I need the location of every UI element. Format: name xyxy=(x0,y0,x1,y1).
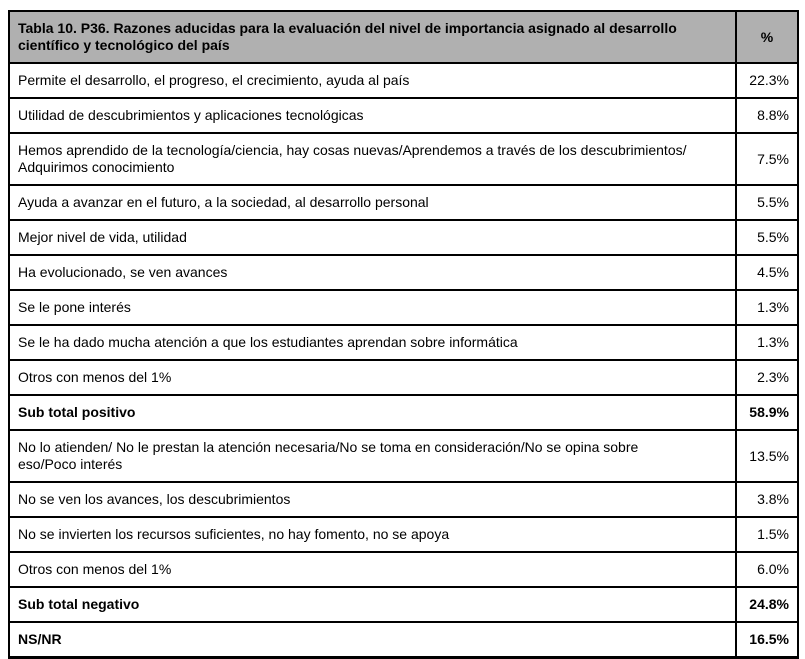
row-label-text: Se le pone interés xyxy=(18,299,131,315)
row-label xyxy=(9,622,736,658)
row-label-text: Hemos aprendido de la tecnología/ciencia, hay cosas nuevas/Aprendemos a través de los descubrimientos/ Adquirimos conocimiento xyxy=(18,142,687,175)
row-label-text: Sub total positivo xyxy=(18,404,136,420)
table-row xyxy=(9,360,798,395)
table-row xyxy=(9,430,798,482)
table-row xyxy=(9,98,798,133)
row-label xyxy=(9,255,736,290)
row-label-text: No se ven los avances, los descubrimientos xyxy=(18,491,291,507)
row-label-text: NS/NR xyxy=(18,631,62,647)
row-label-text: Otros con menos del 1% xyxy=(18,369,172,385)
row-percent-value: 13.5% xyxy=(736,430,798,482)
header-row xyxy=(9,11,798,63)
row-label xyxy=(9,360,736,395)
row-label xyxy=(9,482,736,517)
table-row xyxy=(9,133,798,185)
row-label-text: No lo atienden/ No le prestan la atención necesaria/No se toma en consideración/No se opina sobre eso/Poco interés xyxy=(18,439,639,472)
row-label-text: Ha evolucionado, se ven avances xyxy=(18,264,228,280)
row-percent-value: 22.3% xyxy=(736,63,798,98)
row-label-text: Sub total negativo xyxy=(18,596,140,612)
row-label xyxy=(9,430,736,482)
row-percent-value: 4.5% xyxy=(736,255,798,290)
row-percent-value: 5.5% xyxy=(736,185,798,220)
row-percent-value: 3.8% xyxy=(736,482,798,517)
row-percent-value: 16.5% xyxy=(736,622,798,658)
row-label xyxy=(9,98,736,133)
row-label-text: Otros con menos del 1% xyxy=(18,561,172,577)
row-label-text: Ayuda a avanzar en el futuro, a la sociedad, al desarrollo personal xyxy=(18,194,429,210)
row-percent-value: 8.8% xyxy=(736,98,798,133)
table-row xyxy=(9,517,798,552)
table-body xyxy=(9,63,798,658)
row-percent-value: 6.0% xyxy=(736,552,798,587)
table-row xyxy=(9,482,798,517)
row-label xyxy=(9,552,736,587)
row-label xyxy=(9,133,736,185)
row-label xyxy=(9,517,736,552)
row-percent-value: 1.3% xyxy=(736,290,798,325)
row-label-text: Se le ha dado mucha atención a que los estudiantes aprendan sobre informática xyxy=(18,334,518,350)
table-row xyxy=(9,63,798,98)
row-label xyxy=(9,220,736,255)
row-label-text: Utilidad de descubrimientos y aplicaciones tecnológicas xyxy=(18,107,364,123)
row-label xyxy=(9,63,736,98)
row-label-text: Permite el desarrollo, el progreso, el crecimiento, ayuda al país xyxy=(18,72,410,88)
row-percent-value: 5.5% xyxy=(736,220,798,255)
table-title: Tabla 10. P36. Razones aducidas para la evaluación del nivel de importancia asignado al desarrollo científico y tecnológico del país xyxy=(9,11,736,63)
table-row xyxy=(9,290,798,325)
row-label xyxy=(9,395,736,430)
table-row xyxy=(9,587,798,622)
results-table xyxy=(8,10,799,659)
row-label xyxy=(9,587,736,622)
table-row xyxy=(9,395,798,430)
row-percent-value: 1.5% xyxy=(736,517,798,552)
table-row xyxy=(9,220,798,255)
row-percent-value: 2.3% xyxy=(736,360,798,395)
row-percent-value: 7.5% xyxy=(736,133,798,185)
table-row xyxy=(9,552,798,587)
percent-column-header: % xyxy=(736,11,798,63)
row-label xyxy=(9,290,736,325)
table-header xyxy=(9,11,798,63)
table-row xyxy=(9,185,798,220)
row-label xyxy=(9,325,736,360)
row-label-text: No se invierten los recursos suficientes, no hay fomento, no se apoya xyxy=(18,526,450,542)
table-row xyxy=(9,255,798,290)
row-percent-value: 58.9% xyxy=(736,395,798,430)
row-label-text: Mejor nivel de vida, utilidad xyxy=(18,229,187,245)
row-label xyxy=(9,185,736,220)
table-row xyxy=(9,325,798,360)
row-percent-value: 24.8% xyxy=(736,587,798,622)
table-row xyxy=(9,622,798,658)
row-percent-value: 1.3% xyxy=(736,325,798,360)
